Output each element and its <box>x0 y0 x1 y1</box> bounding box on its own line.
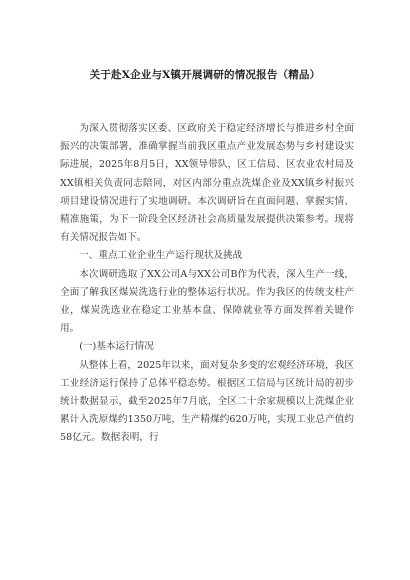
document-body <box>60 120 354 448</box>
section-heading: 一、重点工业企业生产运行现状及挑战 <box>79 250 243 262</box>
subsection-paragraph: 从整体上看，2025年以来，面对复杂多变的宏观经济环境，我区工业经济运行保持了总体平稳态势。根据区工信局与区统计局的初步统计数据显示，截至2025年7月底，全区二十余家规模以上洗煤企业累计入洗原煤约1350万吨，生产精煤约620万吨，实现工业总产值约58亿元。数据表明，行 <box>60 359 354 444</box>
intro-paragraph: 为深入贯彻落实区委、区政府关于稳定经济增长与推进乡村全面振兴的决策部署，准确掌握当前我区重点产业发展态势与乡村建设实际进展，2025年8月5日，XX领导带队，区工信局、区农业农村局及XX镇相关负责同志陪同，对区内部分重点洗煤企业及XX镇乡村振兴项目建设情况进行了实地调研。本次调研旨在直面问题、掌握实情、精准施策，为下一阶段全区经济社会高质量发展提供决策参考。现将有关情况报告如下。 <box>60 123 354 244</box>
section-paragraph: 本次调研选取了XX公司A与XX公司B作为代表，深入生产一线，全面了解我区煤炭洗选行业的整体运行状况。作为我区的传统支柱产业，煤炭洗选业在稳定工业基本盘、保障就业等方面发挥着关键作用。 <box>60 268 354 335</box>
subsection-heading: (一)基本运行情况 <box>79 341 154 353</box>
document-title: 关于赴X企业与X镇开展调研的情况报告（精品） <box>89 69 321 81</box>
